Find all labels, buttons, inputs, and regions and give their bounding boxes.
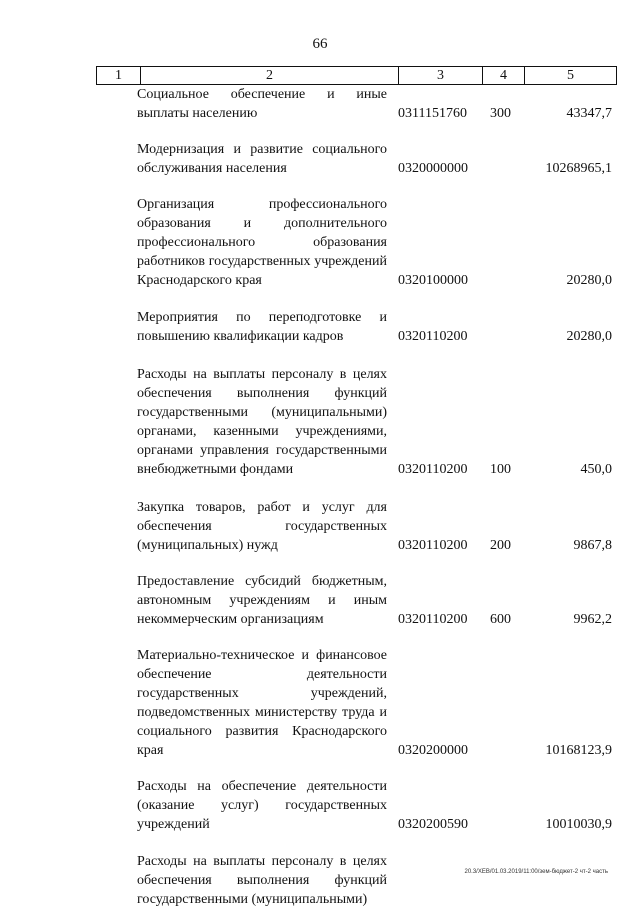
row-description: Социальное обеспечение и иные выплаты населению [137, 87, 387, 121]
row-expense-type: 100 [490, 462, 511, 477]
row-description: Материально-техническое и финансовое обеспечение деятельности государственных учреждений, подведомственных министерству труда и социального развития Краснодарского края [137, 648, 387, 758]
row-code: 0320200000 [398, 743, 468, 758]
row-code: 0320110200 [398, 538, 468, 553]
row-amount: 20280,0 [566, 329, 612, 344]
table-row [0, 498, 640, 555]
row-description: Модернизация и развитие социального обслуживания населения [137, 142, 387, 176]
row-amount: 9867,8 [573, 538, 612, 553]
table-row [0, 646, 640, 760]
row-code: 0311151760 [398, 106, 467, 121]
header-col-4: 4 [483, 67, 525, 84]
row-code: 0320110200 [398, 462, 468, 477]
page-number: 66 [312, 36, 328, 52]
row-description: Организация профессионального образования и дополнительного профессионального образования работников государственных учреждений Краснодарского края [137, 197, 387, 288]
table-row [0, 140, 640, 178]
row-amount: 20280,0 [566, 273, 612, 288]
row-description: Мероприятия по переподготовке и повышению квалификации кадров [137, 310, 387, 344]
row-code: 0320110200 [398, 329, 468, 344]
row-description: Предоставление субсидий бюджетным, автономным учреждениям и иным некоммерческим организациям [137, 574, 387, 627]
header-col-5: 5 [567, 67, 574, 83]
row-amount: 10268965,1 [545, 161, 612, 176]
row-expense-type: 600 [490, 612, 511, 627]
table-row [0, 195, 640, 290]
row-description: Расходы на обеспечение деятельности (оказание услуг) государственных учреждений [137, 779, 387, 832]
document-footer: 20.3/ХЕВ/01.03.2019/11:00/зем-бюджет-2 чт-2 часть [464, 869, 608, 875]
table-row [0, 85, 640, 123]
row-description: Закупка товаров, работ и услуг для обеспечения государственных (муниципальных) нужд [137, 500, 387, 553]
row-expense-type: 200 [490, 538, 511, 553]
table-header [96, 66, 617, 85]
table-row [0, 308, 640, 346]
header-col-2: 2 [141, 67, 399, 84]
table-row [0, 365, 640, 479]
header-col-3: 3 [399, 67, 483, 84]
row-code: 0320200590 [398, 817, 468, 832]
table-row [0, 852, 640, 909]
row-amount: 9962,2 [573, 612, 612, 627]
header-col-1: 1 [97, 67, 141, 84]
table-body [0, 85, 640, 909]
row-amount: 450,0 [580, 462, 612, 477]
row-amount: 10010030,9 [545, 817, 612, 832]
row-code: 0320110200 [398, 612, 468, 627]
row-amount: 43347,7 [566, 106, 612, 121]
table-row [0, 777, 640, 834]
row-code: 0320100000 [398, 273, 468, 288]
row-expense-type: 300 [490, 106, 511, 121]
row-description: Расходы на выплаты персоналу в целях обеспечения выполнения функций государственными (муниципальными) [137, 854, 387, 907]
row-code: 0320000000 [398, 161, 468, 176]
row-description: Расходы на выплаты персоналу в целях обеспечения выполнения функций государственными (муниципальными) органами, казенными учреждениями, органами управления государственными внебюджетными фондами [137, 367, 387, 477]
row-amount: 10168123,9 [545, 743, 612, 758]
table-row [0, 572, 640, 629]
